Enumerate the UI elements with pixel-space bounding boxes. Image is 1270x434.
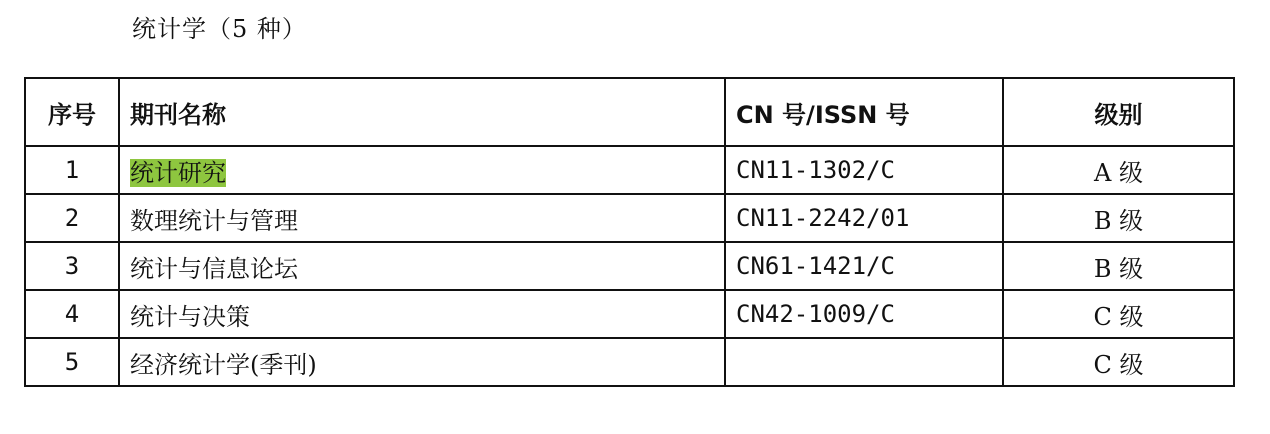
row-cn: CN61-1421/C xyxy=(725,242,1003,290)
row-level: A 级 xyxy=(1003,146,1234,194)
table-row xyxy=(25,194,1234,242)
table-row xyxy=(25,242,1234,290)
row-journal-name: 统计与决策 xyxy=(119,290,725,338)
row-level: C 级 xyxy=(1003,290,1234,338)
header-no: 序号 xyxy=(25,78,119,146)
highlighted-journal-name: 统计研究 xyxy=(130,158,226,187)
section-title: 统计学（5 种） xyxy=(132,15,307,43)
table-row xyxy=(25,290,1234,338)
row-no: 2 xyxy=(25,194,119,242)
header-cn-issn: CN 号/ISSN 号 xyxy=(725,78,1003,146)
row-no: 1 xyxy=(25,146,119,194)
row-cn: CN11-2242/01 xyxy=(725,194,1003,242)
header-level: 级别 xyxy=(1003,78,1234,146)
row-cn: CN11-1302/C xyxy=(725,146,1003,194)
journal-table xyxy=(24,77,1235,387)
row-level: C 级 xyxy=(1003,338,1234,386)
row-journal-name xyxy=(119,146,725,194)
row-journal-name: 数理统计与管理 xyxy=(119,194,725,242)
table-row xyxy=(25,338,1234,386)
row-journal-name: 统计与信息论坛 xyxy=(119,242,725,290)
row-journal-name: 经济统计学(季刊) xyxy=(119,338,725,386)
row-no: 5 xyxy=(25,338,119,386)
row-cn xyxy=(725,338,1003,386)
row-level: B 级 xyxy=(1003,242,1234,290)
row-no: 4 xyxy=(25,290,119,338)
row-level: B 级 xyxy=(1003,194,1234,242)
table-row xyxy=(25,146,1234,194)
header-journal-name: 期刊名称 xyxy=(119,78,725,146)
row-no: 3 xyxy=(25,242,119,290)
row-cn: CN42-1009/C xyxy=(725,290,1003,338)
table-header-row xyxy=(25,78,1234,146)
